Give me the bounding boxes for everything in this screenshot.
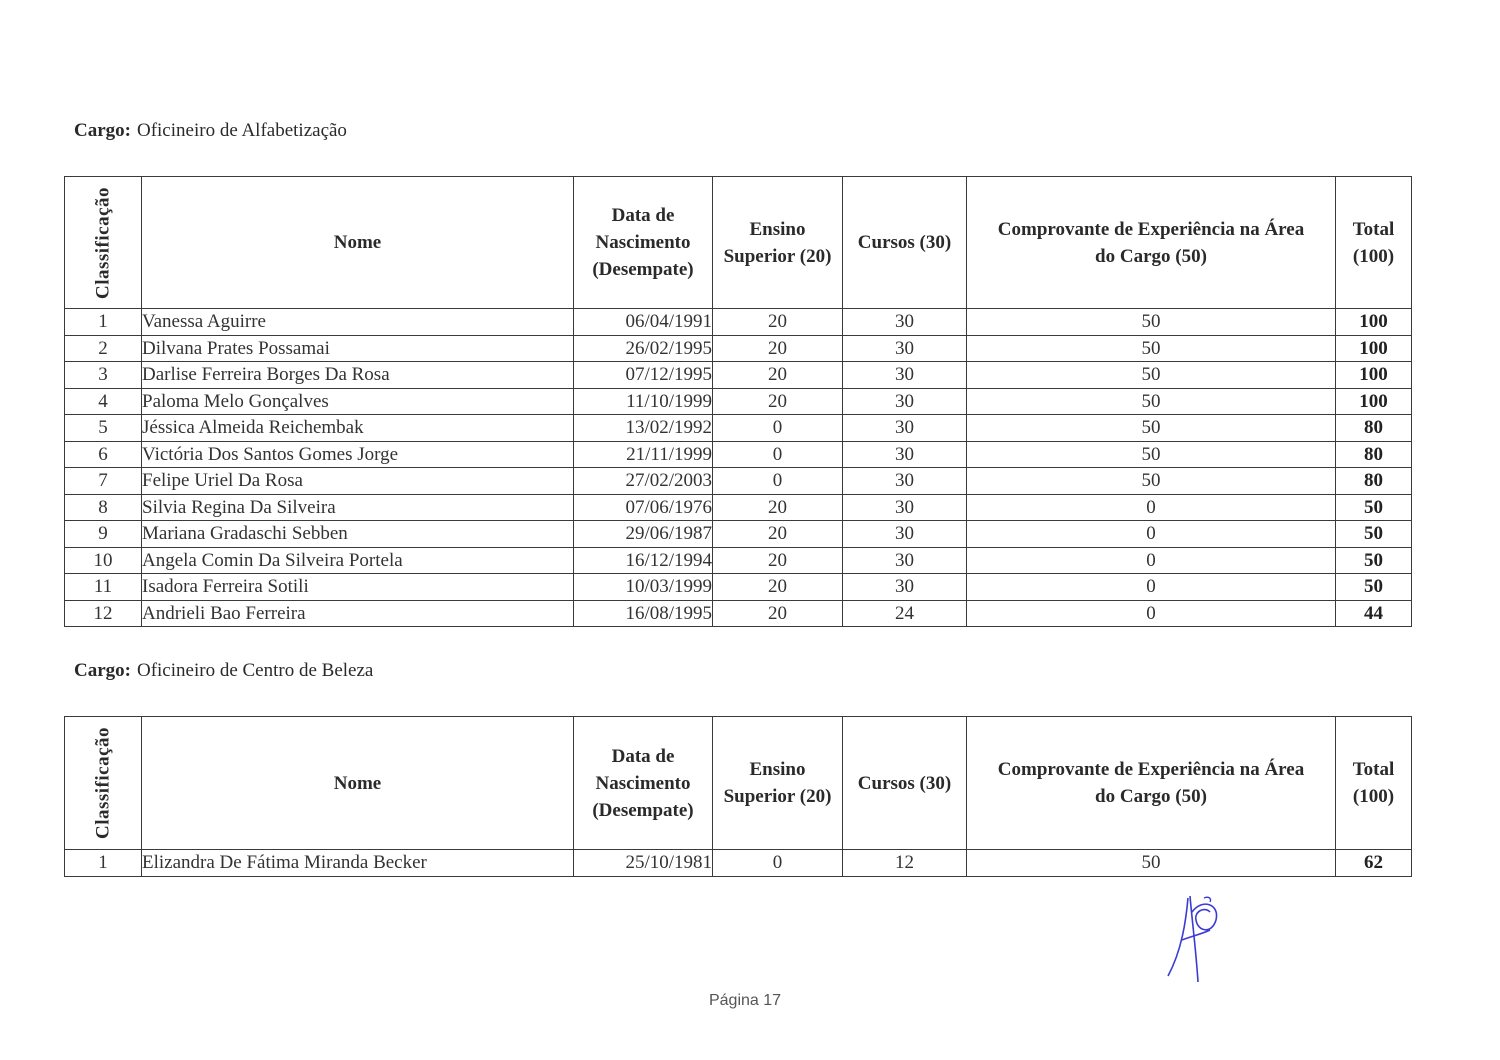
cell-cursos: 30: [843, 494, 967, 521]
header-data-nascimento: Data de Nascimento (Desempate): [574, 717, 713, 850]
cell-ensino-superior: 0: [713, 850, 843, 877]
cell-ensino-superior: 20: [713, 335, 843, 362]
table-row: [65, 547, 1412, 574]
cell-nome: Mariana Gradaschi Sebben: [142, 521, 574, 548]
ranking-table-alfabetizacao: [64, 176, 1412, 627]
table-row: [65, 309, 1412, 336]
cell-nome: Andrieli Bao Ferreira: [142, 600, 574, 627]
cell-cursos: 30: [843, 309, 967, 336]
cell-ensino-superior: 20: [713, 600, 843, 627]
cargo-value: Oficineiro de Alfabetização: [136, 120, 347, 141]
cell-ensino-superior: 20: [713, 309, 843, 336]
cell-ensino-superior: 20: [713, 362, 843, 389]
cell-ensino-superior: 20: [713, 494, 843, 521]
cell-cursos: 30: [843, 441, 967, 468]
cell-data-nascimento: 27/02/2003: [574, 468, 713, 495]
cell-nome: Elizandra De Fátima Miranda Becker: [142, 850, 574, 877]
cargo-label: Cargo:: [74, 120, 131, 141]
cell-total: 50: [1336, 494, 1412, 521]
cell-experiencia: 50: [967, 362, 1336, 389]
cell-total: 100: [1336, 362, 1412, 389]
header-total: Total (100): [1336, 177, 1412, 309]
table-row: [65, 468, 1412, 495]
header-data-nascimento: Data de Nascimento (Desempate): [574, 177, 713, 309]
cell-total: 100: [1336, 388, 1412, 415]
table-row: [65, 335, 1412, 362]
cell-cursos: 30: [843, 415, 967, 442]
table-row: [65, 600, 1412, 627]
cell-cursos: 30: [843, 388, 967, 415]
header-ensino-superior: Ensino Superior (20): [713, 177, 843, 309]
cell-ensino-superior: 20: [713, 574, 843, 601]
cell-nome: Dilvana Prates Possamai: [142, 335, 574, 362]
cell-nome: Victória Dos Santos Gomes Jorge: [142, 441, 574, 468]
page-number: Página 17: [708, 992, 782, 1009]
cell-cursos: 30: [843, 335, 967, 362]
cell-ensino-superior: 0: [713, 468, 843, 495]
cell-ensino-superior: 20: [713, 521, 843, 548]
cargo-value: Oficineiro de Centro de Beleza: [136, 660, 374, 681]
cell-experiencia: 50: [967, 468, 1336, 495]
cell-cursos: 30: [843, 468, 967, 495]
cell-experiencia: 0: [967, 600, 1336, 627]
cell-data-nascimento: 07/06/1976: [574, 494, 713, 521]
cell-classificacao: 1: [65, 309, 142, 336]
cargo-label: Cargo:: [74, 660, 131, 681]
cell-experiencia: 0: [967, 574, 1336, 601]
cell-classificacao: 8: [65, 494, 142, 521]
cell-data-nascimento: 10/03/1999: [574, 574, 713, 601]
cell-ensino-superior: 20: [713, 547, 843, 574]
cell-nome: Silvia Regina Da Silveira: [142, 494, 574, 521]
header-nome: Nome: [142, 717, 574, 850]
cell-classificacao: 10: [65, 547, 142, 574]
cell-nome: Angela Comin Da Silveira Portela: [142, 547, 574, 574]
header-cursos: Cursos (30): [843, 717, 967, 850]
header-nome: Nome: [142, 177, 574, 309]
table-row: [65, 850, 1412, 877]
cell-nome: Felipe Uriel Da Rosa: [142, 468, 574, 495]
cell-nome: Jéssica Almeida Reichembak: [142, 415, 574, 442]
table-row: [65, 362, 1412, 389]
cell-classificacao: 5: [65, 415, 142, 442]
cell-experiencia: 50: [967, 335, 1336, 362]
cell-ensino-superior: 0: [713, 415, 843, 442]
cell-data-nascimento: 21/11/1999: [574, 441, 713, 468]
header-ensino-superior: Ensino Superior (20): [713, 717, 843, 850]
cell-nome: Darlise Ferreira Borges Da Rosa: [142, 362, 574, 389]
cell-classificacao: 6: [65, 441, 142, 468]
cell-total: 50: [1336, 521, 1412, 548]
table-row: [65, 388, 1412, 415]
cell-data-nascimento: 26/02/1995: [574, 335, 713, 362]
header-classificacao: Classificação: [65, 717, 142, 850]
signature-initials: [1160, 890, 1230, 985]
cell-total: 62: [1336, 850, 1412, 877]
cell-cursos: 24: [843, 600, 967, 627]
table-row: [65, 415, 1412, 442]
cell-classificacao: 11: [65, 574, 142, 601]
cell-experiencia: 0: [967, 521, 1336, 548]
cell-data-nascimento: 11/10/1999: [574, 388, 713, 415]
cell-nome: Paloma Melo Gonçalves: [142, 388, 574, 415]
cell-total: 44: [1336, 600, 1412, 627]
header-total: Total (100): [1336, 717, 1412, 850]
cell-classificacao: 12: [65, 600, 142, 627]
cell-cursos: 30: [843, 362, 967, 389]
cell-classificacao: 2: [65, 335, 142, 362]
cell-total: 80: [1336, 468, 1412, 495]
cell-classificacao: 1: [65, 850, 142, 877]
header-cursos: Cursos (30): [843, 177, 967, 309]
cell-data-nascimento: 07/12/1995: [574, 362, 713, 389]
cell-data-nascimento: 16/12/1994: [574, 547, 713, 574]
cell-classificacao: 3: [65, 362, 142, 389]
header-experiencia: Comprovante de Experiência na Área do Cargo (50): [967, 717, 1336, 850]
table-row: [65, 574, 1412, 601]
cargo-title-1: [74, 120, 347, 142]
cell-total: 50: [1336, 574, 1412, 601]
cell-experiencia: 50: [967, 415, 1336, 442]
cell-cursos: 30: [843, 547, 967, 574]
cell-ensino-superior: 0: [713, 441, 843, 468]
cell-classificacao: 4: [65, 388, 142, 415]
cell-experiencia: 0: [967, 547, 1336, 574]
cell-classificacao: 9: [65, 521, 142, 548]
table-row: [65, 494, 1412, 521]
header-classificacao: Classificação: [65, 177, 142, 309]
cell-data-nascimento: 13/02/1992: [574, 415, 713, 442]
cell-data-nascimento: 29/06/1987: [574, 521, 713, 548]
cell-total: 100: [1336, 309, 1412, 336]
cell-experiencia: 50: [967, 850, 1336, 877]
cell-total: 80: [1336, 441, 1412, 468]
cell-data-nascimento: 06/04/1991: [574, 309, 713, 336]
cell-total: 100: [1336, 335, 1412, 362]
cell-total: 50: [1336, 547, 1412, 574]
cell-cursos: 12: [843, 850, 967, 877]
cell-nome: Isadora Ferreira Sotili: [142, 574, 574, 601]
table-row: [65, 441, 1412, 468]
cargo-title-2: [74, 660, 373, 682]
cell-cursos: 30: [843, 521, 967, 548]
cell-cursos: 30: [843, 574, 967, 601]
cell-experiencia: 50: [967, 441, 1336, 468]
cell-experiencia: 50: [967, 309, 1336, 336]
cell-ensino-superior: 20: [713, 388, 843, 415]
cell-experiencia: 50: [967, 388, 1336, 415]
table-row: [65, 521, 1412, 548]
cell-classificacao: 7: [65, 468, 142, 495]
ranking-table-centro-beleza: [64, 716, 1412, 877]
cell-total: 80: [1336, 415, 1412, 442]
cell-data-nascimento: 16/08/1995: [574, 600, 713, 627]
cell-experiencia: 0: [967, 494, 1336, 521]
cell-data-nascimento: 25/10/1981: [574, 850, 713, 877]
header-experiencia: Comprovante de Experiência na Área do Cargo (50): [967, 177, 1336, 309]
cell-nome: Vanessa Aguirre: [142, 309, 574, 336]
